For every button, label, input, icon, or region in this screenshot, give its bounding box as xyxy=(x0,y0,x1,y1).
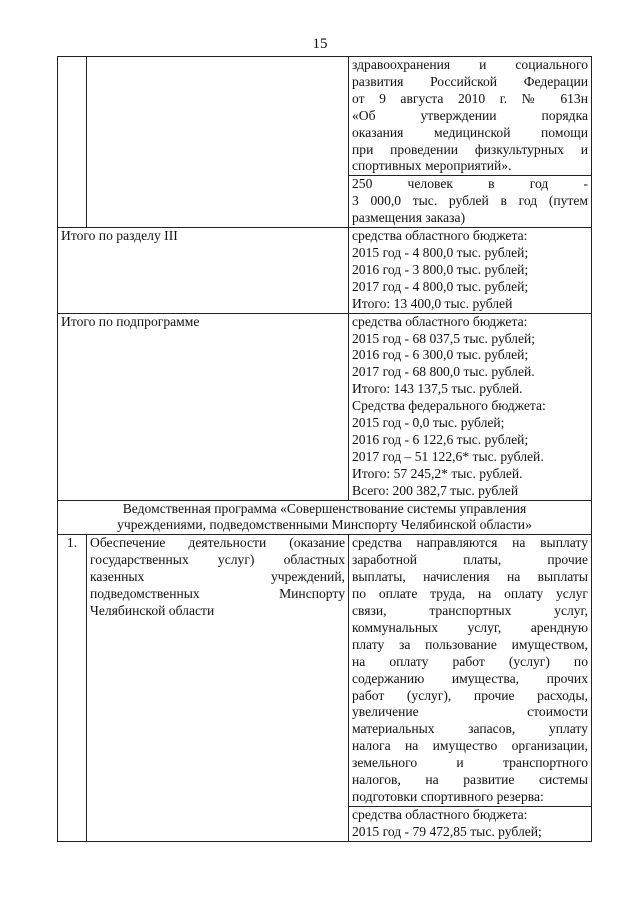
text-line: оказания медицинской помощи xyxy=(352,124,588,140)
amount-line: Средства федерального бюджета: xyxy=(352,398,546,414)
text-line: земельного и транспортного xyxy=(352,755,588,771)
text-line: 250 человек в год - xyxy=(352,176,588,192)
text-line: коммунальных услуг, арендную xyxy=(352,619,588,635)
text-line: 3 000,0 тыс. рублей в год (путем xyxy=(352,193,588,209)
text-line: развития Российской Федерации xyxy=(352,73,588,89)
text-line: подведомственных Минспорту xyxy=(90,586,345,602)
total-subprogram-values xyxy=(349,313,592,500)
amount-line: средства областного бюджета: xyxy=(352,806,528,822)
amount-line: 2017 год - 4 800,0 тыс. рублей; xyxy=(352,278,529,294)
text-line: налога на имущество организации, xyxy=(352,738,588,754)
heading-line: учреждениями, подведомственными Минспорту Челябинской области» xyxy=(117,517,532,533)
item-row xyxy=(58,535,592,841)
text-line: при проведении физкультурных и xyxy=(352,141,588,157)
text-line: материальных запасов, уплату xyxy=(352,721,588,737)
amount-line: Всего: 200 382,7 тыс. рублей xyxy=(352,482,519,498)
text-line: средства направляются на выплату xyxy=(352,535,588,551)
text-line: заработной платы, прочие xyxy=(352,552,588,568)
text-line: налогов, на развитие системы xyxy=(352,772,588,788)
cell-empty-desc xyxy=(87,57,349,228)
text-line: Челябинской области xyxy=(90,603,215,618)
amount-line: 2015 год - 79 472,85 тыс. рублей; xyxy=(352,823,542,839)
total-section3-values xyxy=(349,228,592,314)
amount-line: 2016 год - 3 800,0 тыс. рублей; xyxy=(352,261,529,277)
text-line: казенных учреждений, xyxy=(90,569,345,585)
continuation-row xyxy=(58,57,592,228)
text-line: от 9 августа 2010 г. № 613н xyxy=(352,90,588,106)
text-line: связи, транспортных услуг, xyxy=(352,603,588,618)
amount-line: Итого: 143 137,5 тыс. рублей. xyxy=(352,381,523,397)
text-line: плату за пользование имуществом, xyxy=(352,636,588,652)
text-line: выплаты, начисления на выплаты xyxy=(352,569,588,585)
amount-line: 2015 год - 68 037,5 тыс. рублей; xyxy=(352,330,536,346)
amount-line: 2016 год - 6 122,6 тыс. рублей; xyxy=(352,431,529,447)
item-description xyxy=(87,535,349,841)
amount-line: 2016 год - 6 300,0 тыс. рублей; xyxy=(352,347,529,363)
text-line: «Об утверждении порядка xyxy=(352,107,588,123)
total-section3-row xyxy=(58,228,592,314)
continuation-details xyxy=(349,57,592,228)
total-subprogram-label: Итого по подпрограмме xyxy=(58,313,349,500)
text-line: спортивных мероприятий». xyxy=(352,158,512,174)
amount-line: 2015 год - 4 800,0 тыс. рублей; xyxy=(352,244,529,260)
amount-line: 2017 год – 51 122,6* тыс. рублей. xyxy=(352,448,544,464)
amount-line: 2017 год - 68 800,0 тыс. рублей. xyxy=(352,364,535,380)
program-heading xyxy=(58,500,592,535)
amount-line: средства областного бюджета: xyxy=(352,228,528,244)
item-number: 1. xyxy=(58,535,87,841)
text-line: содержанию имущества, прочих xyxy=(352,670,588,686)
text-line: на оплату работ (услуг) по xyxy=(352,653,588,669)
cell-empty-num xyxy=(58,57,87,228)
total-subprogram-row xyxy=(58,313,592,500)
text-line: размещения заказа) xyxy=(352,210,466,226)
text-line: государственных услуг) областных xyxy=(90,552,345,568)
heading-line: Ведомственная программа «Совершенствование системы управления xyxy=(122,500,527,516)
text-line: подготовки спортивного резерва: xyxy=(352,788,544,804)
amount-line: Итого: 57 245,2* тыс. рублей. xyxy=(352,465,523,481)
text-line: увеличение стоимости xyxy=(352,704,588,720)
budget-table xyxy=(57,56,592,842)
page-number: 15 xyxy=(312,36,328,52)
item-details xyxy=(349,535,592,841)
text-line: здравоохранения и социального xyxy=(352,57,588,72)
amount-line: средства областного бюджета: xyxy=(352,313,528,329)
amount-line: 2015 год - 0,0 тыс. рублей; xyxy=(352,415,505,431)
text-line: Обеспечение деятельности (оказание xyxy=(90,535,345,551)
amount-line: Итого: 13 400,0 тыс. рублей xyxy=(352,295,513,311)
total-section3-label: Итого по разделу III xyxy=(58,228,349,314)
text-line: работ (услуг), прочие расходы, xyxy=(352,687,588,703)
text-line: по оплате труда, на оплату услуг xyxy=(352,586,588,602)
program-heading-row xyxy=(58,500,592,535)
